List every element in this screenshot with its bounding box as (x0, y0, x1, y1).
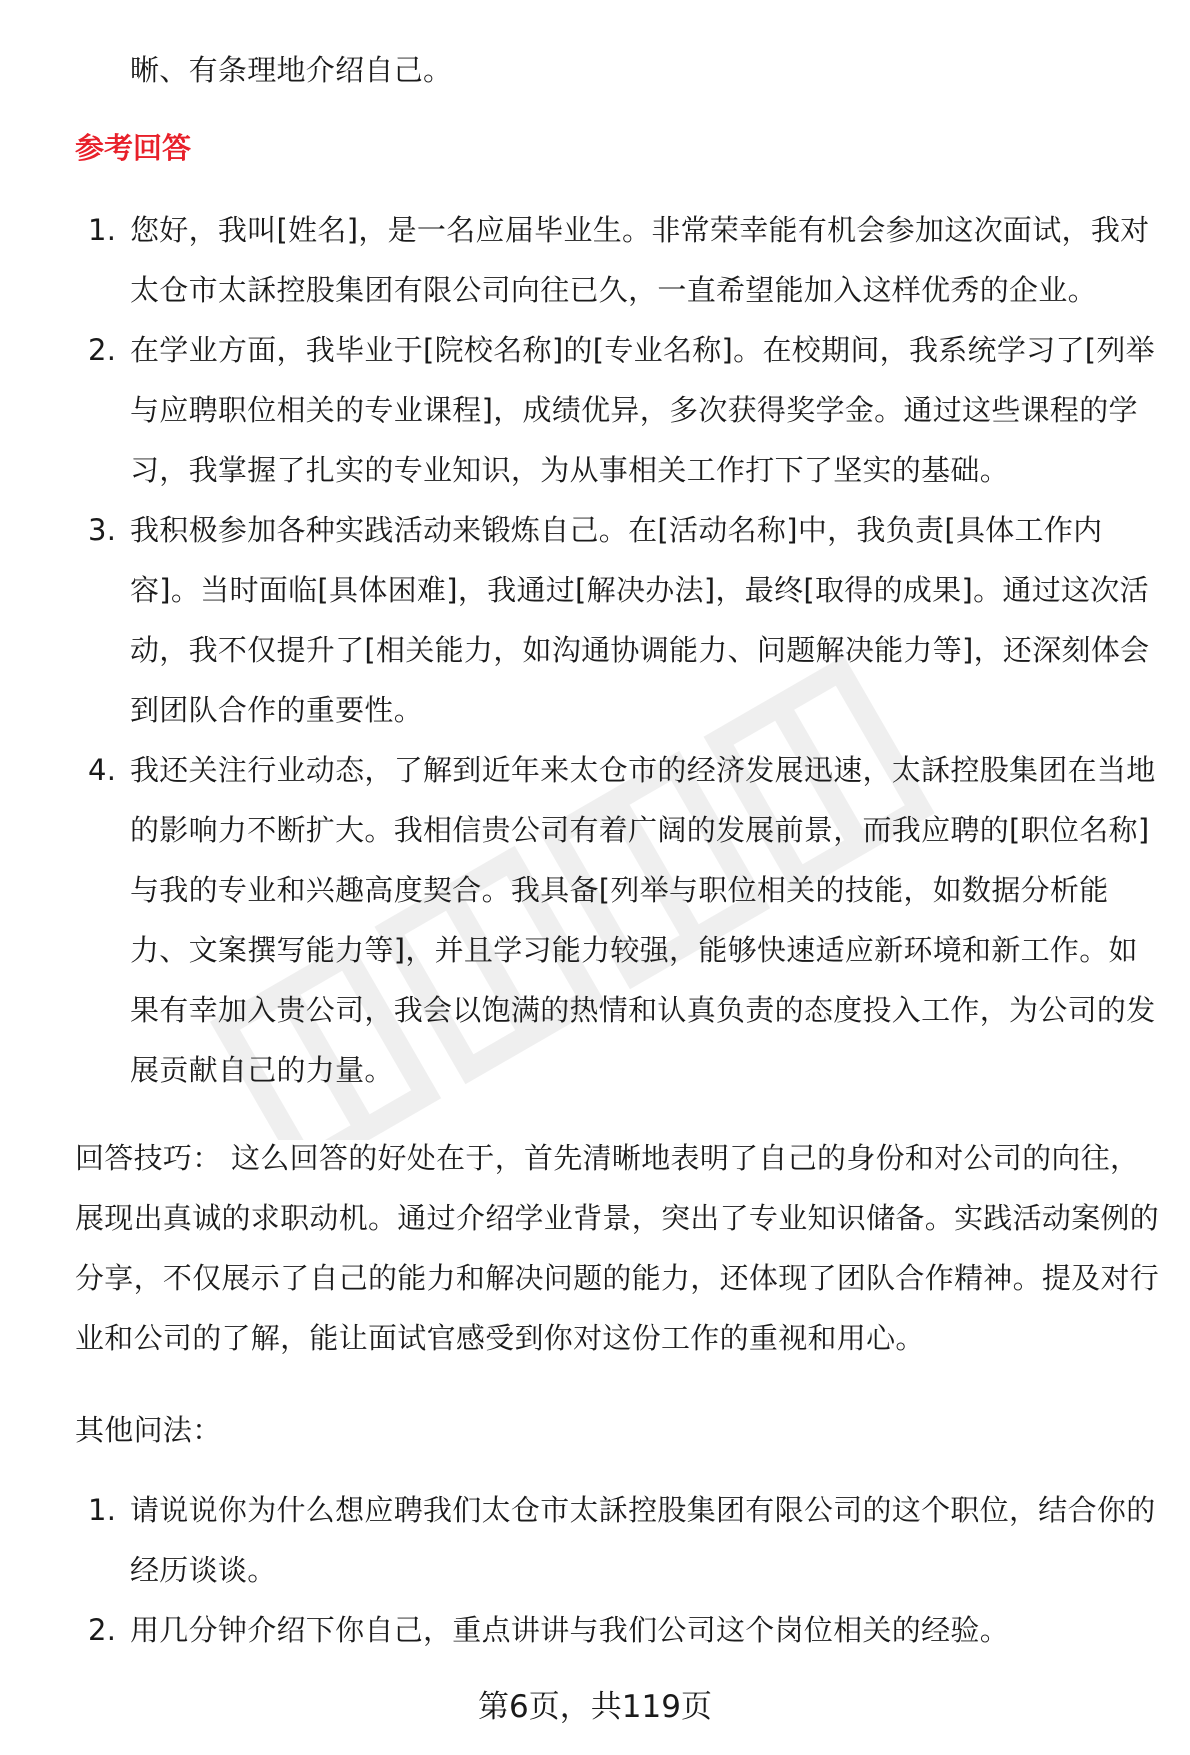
list-item (0, 500, 1190, 740)
list-item (0, 740, 1190, 1100)
continuation-line: 晰、有条理地介绍自己。 (130, 53, 453, 87)
other-questions-list (0, 1480, 1190, 1660)
list-item-text: 我积极参加各种实践活动来锻炼自己。在[活动名称]中，我负责[具体工作内容]。当时面临[具体困难]，我通过[解决办法]，最终[取得的成果]。通过这次活动，我不仅提升了[相关能力，如沟通协调能力、问题解决能力等]，还深刻体会到团队合作的重要性。 (130, 513, 1150, 727)
list-number: 1. (88, 1493, 117, 1527)
list-number: 4. (88, 753, 117, 787)
list-item-text: 您好，我叫[姓名]，是一名应届毕业生。非常荣幸能有机会参加这次面试，我对太仓市太訸控股集团有限公司向往已久，一直希望能加入这样优秀的企业。 (130, 213, 1150, 307)
other-questions-title: 其他问法： (75, 1413, 222, 1447)
list-item (0, 1480, 1190, 1600)
list-item-text: 我还关注行业动态，了解到近年来太仓市的经济发展迅速，太訸控股集团在当地的影响力不断扩大。我相信贵公司有着广阔的发展前景，而我应聘的[职位名称]与我的专业和兴趣高度契合。我具备[列举与职位相关的技能，如数据分析能力、文案撰写能力等]，并且学习能力较强，能够快速适应新环境和新工作。如果有幸加入贵公司，我会以饱满的热情和认真负责的态度投入工作，为公司的发展贡献自己的力量。 (130, 753, 1156, 1087)
list-number: 1. (88, 213, 117, 247)
list-item-text: 在学业方面，我毕业于[院校名称]的[专业名称]。在校期间，我系统学习了[列举与应聘职位相关的专业课程]，成绩优异，多次获得奖学金。通过这些课程的学习，我掌握了扎实的专业知识，为从事相关工作打下了坚实的基础。 (130, 333, 1155, 487)
list-item (0, 200, 1190, 320)
reference-answer-heading: 参考回答 (75, 131, 192, 165)
answer-tips: 回答技巧： 这么回答的好处在于，首先清晰地表明了自己的身份和对公司的向往，展现出真诚的求职动机。通过介绍学业背景，突出了专业知识储备。实践活动案例的分享，不仅展示了自己的能力和解决问题的能力，还体现了团队合作精神。提及对行业和公司的了解，能让面试官感受到你对这份工作的重视和用心。 (75, 1141, 1160, 1355)
answer-list (0, 200, 1190, 1100)
list-item (0, 320, 1190, 500)
list-number: 3. (88, 513, 117, 547)
list-item (0, 1600, 1190, 1660)
list-number: 2. (88, 333, 117, 367)
list-number: 2. (88, 1613, 117, 1647)
list-item-text: 请说说你为什么想应聘我们太仓市太訸控股集团有限公司的这个职位，结合你的经历谈谈。 (130, 1493, 1156, 1587)
list-item-text: 用几分钟介绍下你自己，重点讲讲与我们公司这个岗位相关的经验。 (130, 1613, 1010, 1647)
page-footer: 第6页，共119页 (478, 1689, 712, 1725)
